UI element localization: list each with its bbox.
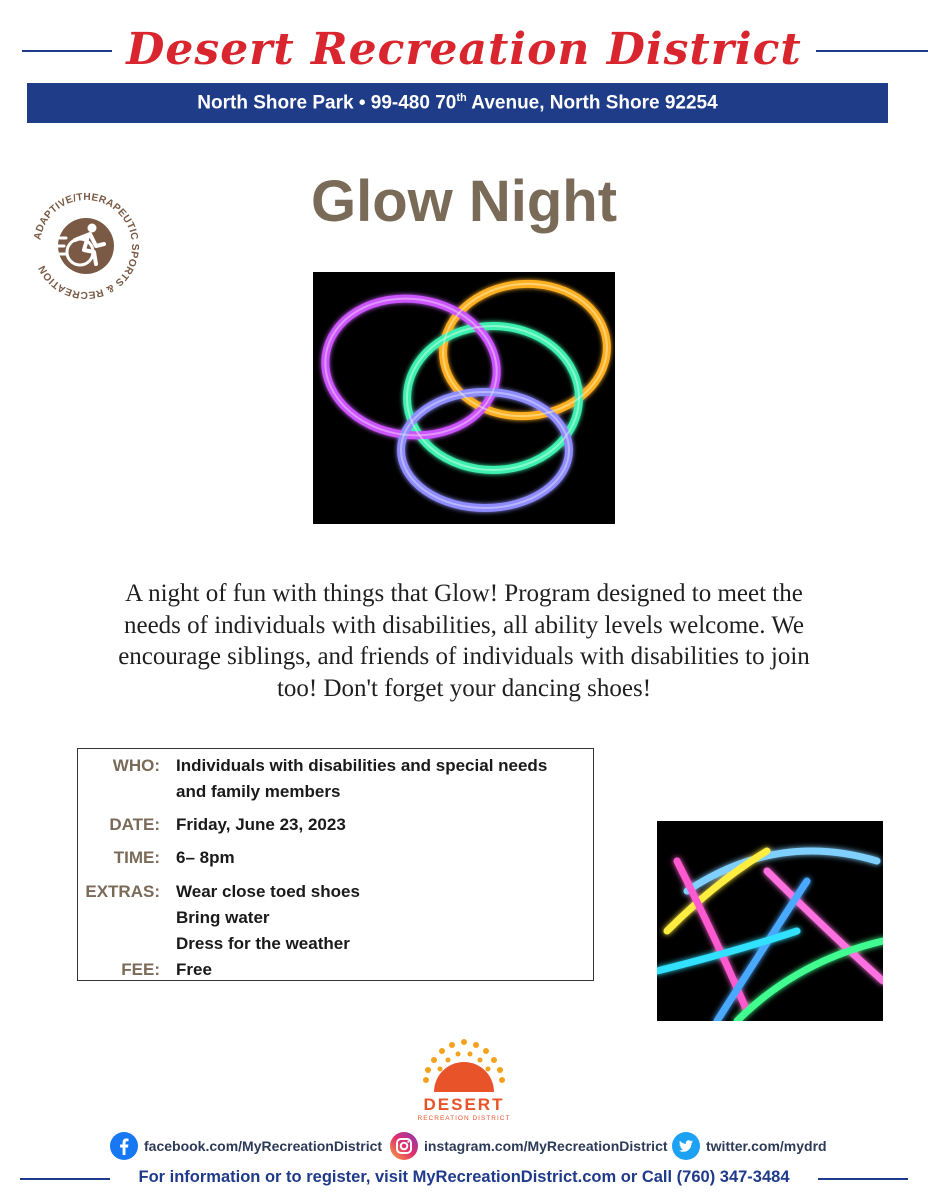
event-title: Glow Night	[310, 169, 618, 234]
extras-item: Dress for the weather	[176, 934, 350, 953]
twitter-icon	[672, 1132, 700, 1160]
who-line-1: Individuals with disabilities and special needs	[176, 756, 548, 775]
time-value: 6– 8pm	[176, 848, 235, 867]
event-description: A night of fun with things that Glow! Program designed to meet the needs of individuals with disabilities, all ability levels welcome. We encourage siblings, and friends of individuals with disabilities to join too! Don't forget your dancing shoes!	[118, 580, 810, 702]
facebook-text: facebook.com/MyRecreationDistrict	[144, 1138, 383, 1154]
logo-name: DESERT	[423, 1095, 505, 1114]
instagram-text: instagram.com/MyRecreationDistrict	[424, 1138, 668, 1154]
brand-title: Desert Recreation District	[0, 24, 928, 75]
badge-text: ADAPTIVE/THERAPEUTIC SPORTS & RECREATION	[32, 191, 141, 301]
date-value: Friday, June 23, 2023	[176, 815, 346, 834]
twitter-text: twitter.com/mydrd	[706, 1138, 827, 1154]
facebook-link[interactable]	[110, 1132, 382, 1160]
twitter-link[interactable]	[672, 1132, 827, 1160]
who-label: WHO:	[112, 756, 160, 775]
logo-tagline: RECREATION DISTRICT	[417, 1115, 511, 1122]
social-links	[0, 1130, 928, 1160]
event-details-box	[77, 748, 594, 981]
address-text: North Shore Park • 99-480 70th Avenue, North Shore 92254	[197, 91, 718, 114]
glow-bracelets-photo	[313, 272, 615, 524]
extras-item: Wear close toed shoes	[176, 882, 360, 901]
who-line-2: and family members	[176, 782, 341, 801]
facebook-icon	[110, 1132, 138, 1160]
extras-label: EXTRAS:	[85, 882, 160, 901]
footer-text: For information or to register, visit MyRecreationDistrict.com or Call (760) 347-3484	[138, 1168, 790, 1186]
fee-label: FEE:	[121, 960, 160, 979]
date-label: DATE:	[109, 815, 160, 834]
address-bar	[27, 83, 888, 123]
extras-item: Bring water	[176, 908, 270, 927]
desert-recreation-logo	[400, 1034, 528, 1122]
glow-sticks-photo	[657, 821, 883, 1021]
time-label: TIME:	[113, 848, 160, 867]
fee-value: Free	[176, 960, 212, 979]
instagram-icon	[390, 1132, 418, 1160]
instagram-link[interactable]	[390, 1132, 668, 1160]
